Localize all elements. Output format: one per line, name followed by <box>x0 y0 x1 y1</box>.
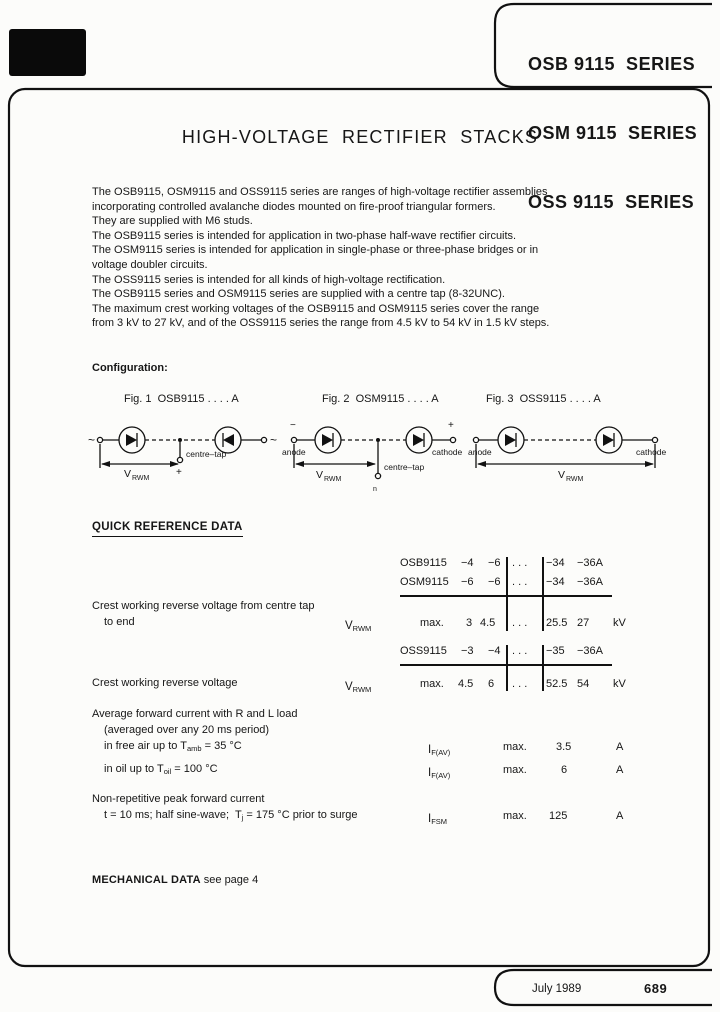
symbol-base: V <box>345 620 353 632</box>
value-cell-dots: . . . <box>512 678 528 690</box>
n-terminal-label: n <box>373 486 377 493</box>
value-cell: 54 <box>577 678 590 690</box>
type-cell: −4 <box>488 645 501 657</box>
cathode-label: cathode <box>432 447 463 457</box>
type-cell: −36A <box>577 576 603 588</box>
centre-tap-label: centre–tap <box>384 462 425 472</box>
type-cell: −6 <box>488 557 501 569</box>
intro-line: from 3 kV to 27 kV, and of the OSS9115 series the range from 4.5 kV to 54 kV in 1.5 kV steps. <box>92 317 550 330</box>
param-label: Crest working reverse voltage <box>92 677 238 689</box>
value-cell: 25.5 <box>546 617 568 629</box>
label-sub: j <box>241 813 244 822</box>
label-post: = 35 °C <box>201 740 242 752</box>
param-label <box>104 763 218 776</box>
max-label: max. <box>503 741 527 753</box>
diode-symbol <box>413 434 424 446</box>
label-post: = 100 °C <box>171 763 218 775</box>
value-cell: 6 <box>488 678 495 690</box>
fig3-caption: Fig. 3 OSS9115 . . . . A <box>486 393 601 405</box>
symbol-vrwm <box>345 677 371 695</box>
type-cell: −3 <box>461 645 474 657</box>
symbol-ifav <box>428 763 450 781</box>
cathode-terminal <box>450 437 455 442</box>
label-sub: amb <box>186 744 202 753</box>
unit-cell: A <box>616 741 624 753</box>
max-label: max. <box>420 678 444 690</box>
vrwm-sub: RWM <box>132 475 150 482</box>
fig1-caption: Fig. 1 OSB9115 . . . . A <box>124 393 239 405</box>
ac-symbol: ~ <box>88 433 96 447</box>
intro-line: The OSB9115 series is intended for application in two-phase half-wave rectifier circuits. <box>92 229 517 242</box>
type-cell: −34 <box>546 557 565 569</box>
type-cell-dots: . . . <box>512 576 528 588</box>
centre-tap-terminal <box>375 473 380 478</box>
footer-box-border <box>495 970 712 1005</box>
configuration-label: Configuration: <box>92 362 168 374</box>
diode-symbol <box>505 434 516 446</box>
diode-symbol <box>603 434 614 446</box>
symbol-base: V <box>345 681 353 693</box>
footer-date: July 1989 <box>532 983 582 995</box>
table-column-rule <box>506 645 508 691</box>
type-name: OSS9115 <box>400 645 447 657</box>
symbol-sub: F(AV) <box>431 748 451 757</box>
redaction-block <box>9 29 86 76</box>
diode-symbol <box>322 434 333 446</box>
value-cell: 6 <box>561 764 568 776</box>
intro-line: The OSB9115 series and OSM9115 series are supplied with a centre tap (8-32UNC). <box>92 288 505 301</box>
symbol-base: I <box>428 813 432 825</box>
anode-terminal <box>473 437 478 442</box>
vrwm-sub: RWM <box>324 476 342 483</box>
plus-label: + <box>176 467 182 478</box>
symbol-sub: F(AV) <box>431 771 451 780</box>
max-label: max. <box>503 810 527 822</box>
cathode-label: cathode <box>636 447 667 457</box>
unit-cell: kV <box>613 617 626 629</box>
symbol-base: I <box>428 767 432 779</box>
diode-symbol <box>223 434 234 446</box>
table-column-rule <box>542 557 544 631</box>
fig1-diagram <box>88 416 280 496</box>
mechanical-data-label: MECHANICAL DATA <box>92 874 201 886</box>
max-label: max. <box>503 764 527 776</box>
param-label: (averaged over any 20 ms period) <box>104 724 270 736</box>
mechanical-data-rest: see page 4 <box>200 874 259 886</box>
param-label: Average forward current with R and L load <box>92 708 298 720</box>
vrwm-label: V <box>558 469 566 481</box>
label-pre: in free air up to T <box>104 740 187 752</box>
value-cell-dots: . . . <box>512 617 528 629</box>
value-cell: 52.5 <box>546 678 568 690</box>
terminal-left <box>97 437 102 442</box>
symbol-ifsm <box>428 809 447 827</box>
fig3-diagram <box>468 416 668 496</box>
vrwm-label: V <box>316 469 324 481</box>
intro-line: The OSM9115 series is intended for application in single-phase or three-phase bridges or in <box>92 244 539 257</box>
type-name: OSM9115 <box>400 576 449 588</box>
table-column-rule <box>506 557 508 631</box>
unit-cell: A <box>616 810 624 822</box>
terminal-right <box>261 437 266 442</box>
symbol-ifav <box>428 740 450 758</box>
value-cell: 4.5 <box>480 617 496 629</box>
fig2-diagram <box>282 416 468 500</box>
series-line-osm: OSM 9115 SERIES <box>528 123 698 143</box>
intro-paragraph <box>92 185 549 331</box>
series-line-oss: OSS 9115 SERIES <box>528 192 695 212</box>
footer-page-number: 689 <box>644 981 668 996</box>
intro-line: voltage doubler circuits. <box>92 258 208 271</box>
param-label <box>104 809 358 822</box>
anode-label: anode <box>468 447 492 457</box>
param-label <box>104 740 242 753</box>
label-post: = 175 °C prior to surge <box>243 809 358 821</box>
fig2-caption: Fig. 2 OSM9115 . . . . A <box>322 393 439 405</box>
page-title: HIGH-VOLTAGE RECTIFIER STACKS <box>181 127 539 147</box>
value-cell: 3 <box>466 617 473 629</box>
unit-cell: kV <box>613 678 626 690</box>
label-pre: in oil up to T <box>104 763 164 775</box>
table-column-rule <box>542 645 544 691</box>
intro-line: They are supplied with M6 studs. <box>92 215 253 228</box>
intro-line: The OSS9115 series is intended for all kinds of high-voltage rectification. <box>92 273 446 286</box>
param-label: Non-repetitive peak forward current <box>92 793 265 805</box>
cathode-terminal <box>652 437 657 442</box>
type-cell: −35 <box>546 645 565 657</box>
diode-symbol <box>126 434 137 446</box>
value-cell: 3.5 <box>556 741 572 753</box>
symbol-sub: RWM <box>352 685 372 694</box>
minus-label: − <box>290 420 296 431</box>
type-cell-dots: . . . <box>512 557 528 569</box>
type-name: OSB9115 <box>400 557 447 569</box>
max-label: max. <box>420 617 444 629</box>
symbol-sub: RWM <box>352 624 372 633</box>
qrd-heading: QUICK REFERENCE DATA <box>92 521 243 537</box>
param-label: Crest working reverse voltage from centre tap <box>92 600 315 612</box>
type-cell: −36A <box>577 645 603 657</box>
vrwm-label: V <box>124 468 132 480</box>
label-pre: t = 10 ms; half sine-wave; T <box>104 809 242 821</box>
vrwm-sub: RWM <box>566 476 584 483</box>
type-cell: −6 <box>488 576 501 588</box>
param-label: to end <box>104 616 135 628</box>
plus-label: + <box>448 420 454 431</box>
label-sub: oil <box>163 767 172 776</box>
type-cell: −36A <box>577 557 603 569</box>
centre-tap-terminal <box>177 457 182 462</box>
type-cell-dots: . . . <box>512 645 528 657</box>
ac-symbol: ~ <box>270 433 278 447</box>
intro-line: The OSB9115, OSM9115 and OSS9115 series are ranges of high-voltage rectifier assemblies <box>92 186 548 198</box>
type-cell: −4 <box>461 557 474 569</box>
intro-line: incorporating controlled avalanche diodes mounted on fire-proof triangular formers. <box>92 200 496 213</box>
value-cell: 27 <box>577 617 590 629</box>
type-cell: −34 <box>546 576 565 588</box>
unit-cell: A <box>616 764 624 776</box>
anode-terminal <box>291 437 296 442</box>
symbol-base: I <box>428 744 432 756</box>
series-line-osb: OSB 9115 SERIES <box>528 54 696 74</box>
anode-label: anode <box>282 447 306 457</box>
symbol-vrwm <box>345 616 371 634</box>
intro-line: The maximum crest working voltages of the OSB9115 and OSM9115 series cover the range <box>92 302 540 315</box>
symbol-sub: FSM <box>431 817 448 826</box>
mechanical-data-line <box>92 874 258 886</box>
value-cell: 125 <box>549 810 568 822</box>
value-cell: 4.5 <box>458 678 474 690</box>
centre-tap-label: centre–tap <box>186 449 227 459</box>
type-cell: −6 <box>461 576 474 588</box>
